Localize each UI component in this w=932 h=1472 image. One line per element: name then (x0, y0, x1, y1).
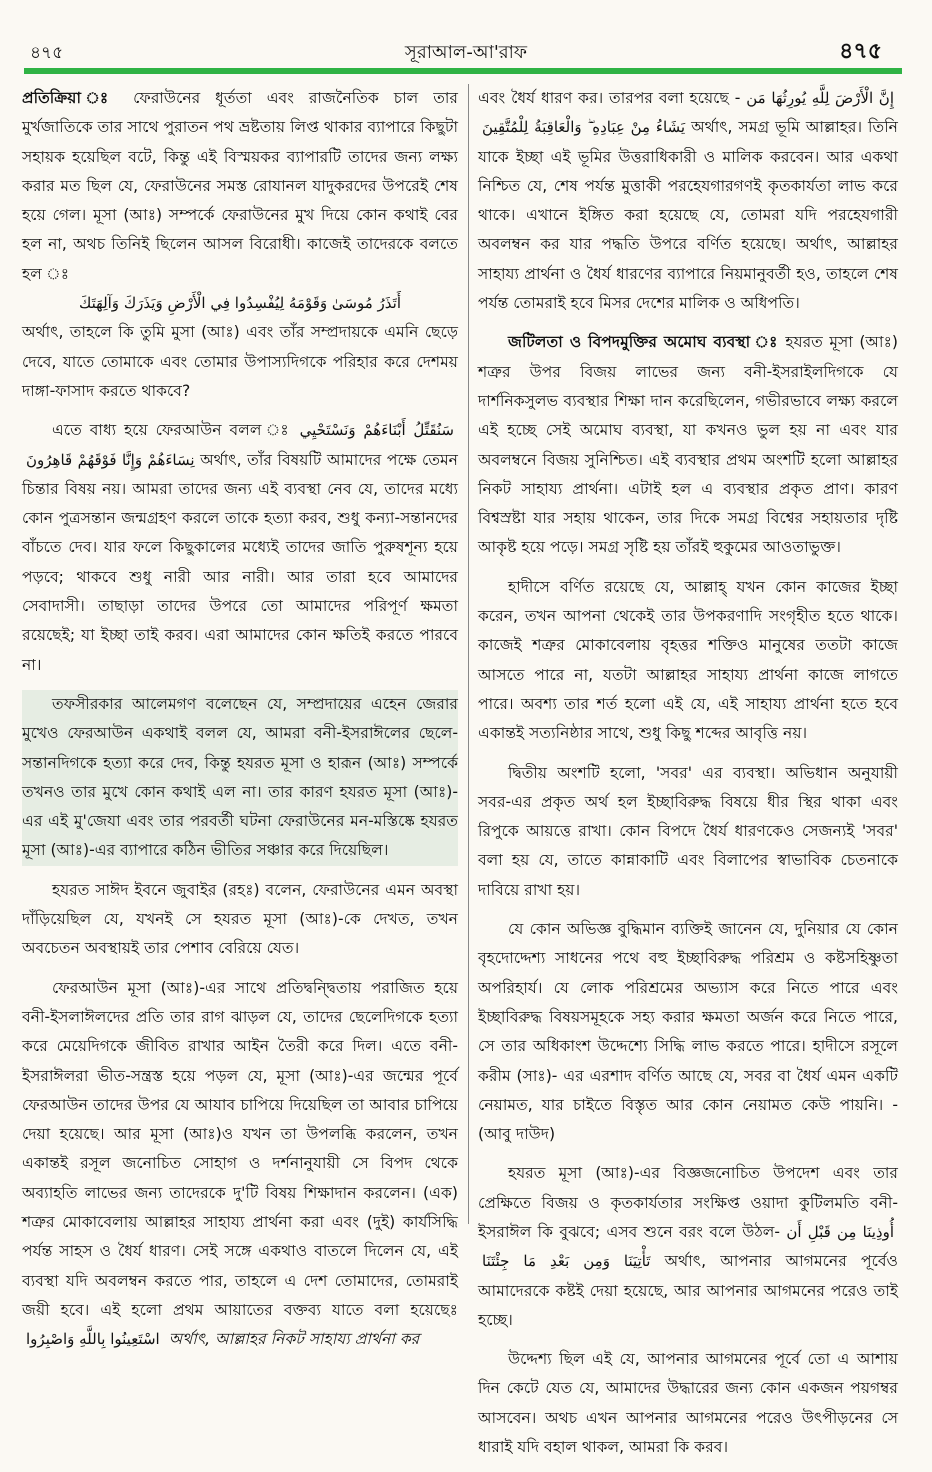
right-column (478, 84, 898, 1472)
paragraph-text: অর্থাৎ, তাহলে কি তুমি মুসা (আঃ) এবং তাঁর সম্প্রদায়কে এমনি ছেড়ে দেবে, যাতে তোমাকে এবং তোমার উপাস্যদিগকে পরিহার করে দেশময় দাঙ্গা-ফাসাদ করতে থাকবে? (22, 323, 458, 400)
paragraph-text: এবং ধৈর্য ধারণ কর। তারপর বলা হয়েছে - (478, 89, 741, 107)
paragraph-text: হযরত মূসা (আঃ) শত্রুর উপর বিজয় লাভের জন্য বনী-ইসরাইলদিগকে যে দার্শনিকসুলভ ব্যবস্থার শিক্ষা দান করেছিলেন, গভীরভাবে লক্ষ্য করলে এই হচ্ছে সেই অমোঘ ব্যবস্থা, যা কখনও ভুল হয় না এবং যার অবলম্বনে বিজয় সুনিশ্চিত। এই ব্যবস্থার প্রথম অংশটি হলো আল্লাহর নিকট সাহায্য প্রার্থনা। এটাই হল এ ব্যবস্থার প্রকৃত প্রাণ। কারণ বিশ্বস্রষ্টা যার সহায় থাকেন, তার দিকে সমগ্র বিশ্বের সহায়তার দৃষ্টি আকৃষ্ট হয়ে পড়ে। সমগ্র সৃষ্টি হয় তাঁরই হুকুমের আওতাভুক্ত। (478, 333, 898, 557)
paragraph: হযরত সাঈদ ইবনে জুবাইর (রহঃ) বলেন, ফেরাউনের এমন অবস্থা দাঁড়িয়েছিল যে, যখনই সে হযরত মূসা (আঃ)-কে দেখত, তখন অবচেতন অবস্থায়ই তার পেশাব বেরিয়ে যেত। (22, 880, 458, 958)
paragraph-text: এতে বাধ্য হয়ে ফেরআউন বলল ঃ (52, 421, 292, 440)
paragraph (22, 84, 458, 406)
column-divider (468, 84, 469, 1224)
paragraph-text: ফেরাউনের ধূর্ততা এবং রাজনৈতিক চাল তার মুর্খজাতিকে তার সাথে পুরাতন পথ ভ্রষ্টতায় লিপ্ত থাকার ব্যাপারে কিছুটা সহায়ক হয়েছিল বটে, কিন্তু এই বিস্ময়কর ব্যাপারটি তাদের জন্য লক্ষ্য করার মত ছিল যে, ফেরাউনের সমস্ত রোযানল যাদুকরদের উপরেই শেষ হয়ে গেল। মূসা (আঃ) সম্পর্কে ফেরাউনের মুখ দিয়ে কোন কথাই বের হল না, অথচ তিনিই ছিলেন আসল বিরোধী। কাজেই তাদেরকে বলতে হল ঃ (22, 89, 458, 283)
paragraph (478, 1159, 898, 1335)
page-number-left: ৪৭৫ (30, 43, 64, 63)
paragraph (478, 84, 898, 318)
section-heading: প্রতিক্রিয়া ঃ (22, 89, 119, 107)
paragraph-text: অর্থাৎ, তাঁর বিষয়টি আমাদের পক্ষে তেমন চিন্তার বিষয় নয়। আমরা তাদের জন্য এই ব্যবস্থা নেব যে, তাদের মধ্যে কোন পুত্রসন্তান জন্মগ্রহণ করলে তাকে হত্যা করব, শুধু কন্যা-সন্তানদের বাঁচতে দেব। যার ফলে কিছুকালের মধ্যেই তাদের জাতি পুরুষশূন্য হয়ে পড়বে; থাকবে শুধু নারী আর নারী। আর তারা হবে আমাদের সেবাদাসী। তাছাড়া তাদের উপরে তো আমাদের পরিপূর্ণ ক্ষমতা রয়েছেই; যা ইচ্ছা তাই করব। এরা আমাদের কোন ক্ষতিই করতে পারবে না। (22, 450, 458, 674)
arabic-verse: اسْتَعِينُوا بِاللَّهِ وَاصْبِرُوا (26, 1330, 160, 1349)
paragraph (22, 974, 458, 1355)
paragraph (22, 416, 458, 680)
paragraph: তফসীরকার আলেমগণ বলেছেন যে, সম্প্রদায়ের এহেন জেরার মুখেও ফেরআউন একথাই বলল যে, আমরা বনী-ইসরাঈলের ছেলে-সন্তানদিগকে হত্যা করে দেব, কিন্তু হযরত মূসা ও হারূন (আঃ) সম্পর্কে তখনও তার মুখে কোন কথাই এল না। তার কারণ হযরত মূসা (আঃ)- এর এই মু'জেযা এবং তার পরবর্তী ঘটনা ফেরাউনের মন-মস্তিষ্কে হযরত মূসা (আঃ)-এর ব্যাপারে কঠিন ভীতির সঞ্চার করে দিয়েছিল। (22, 690, 458, 866)
page-header (0, 0, 932, 80)
paragraph: উদ্দেশ্য ছিল এই যে, আপনার আগমনের পূর্বে তো এ আশায় দিন কেটে যেত যে, আমাদের উদ্ধারের জন্য কোন একজন পয়গম্বর আসবেন। অথচ এখন আপনার আগমনের পরেও উৎপীড়নের সে ধারাই যদি বহাল থাকল, আমরা কি করব। (478, 1350, 898, 1457)
paragraph-text: অর্থাৎ, আল্লাহর নিকট সাহায্য প্রার্থনা কর (168, 1330, 420, 1349)
header-rule (24, 68, 902, 74)
paragraph-text: ফেরআউন মূসা (আঃ)-এর সাথে প্রতিদ্বন্দ্বিতায় পরাজিত হয়ে বনী-ইসলাঈলদের প্রতি তার রাগ ঝাড়ল যে, তাদের ছেলেদিগকে হত্যা করে মেয়েদিগকে জীবিত রাখার আইন তৈরী করে দিল। এতে বনী-ইসরাঈলরা ভীত-সন্ত্রস্ত হয়ে পড়ল যে, মূসা (আঃ)-এর জন্মের পূর্বে ফেরআউন তাদের উপর যে আযাব চাপিয়ে দিয়েছিল তা আবার চাপিয়ে দেয়া হয়েছে। আর মূসা (আঃ)ও যখন তা উপলব্ধি করলেন, তখন একান্তই রসূল জনোচিত সোহাগ ও দর্শনানুযায়ী সে বিপদ থেকে অব্যাহতি লাভের জন্য তাদেরকে দু'টি বিষয় শিক্ষাদান করলেন। (এক) শত্রুর মোকাবেলায় আল্লাহর সাহায্য প্রার্থনা করা এবং (দুই) কার্যসিদ্ধি পর্যন্ত সাহস ও ধৈর্য ধারণ। সেই সঙ্গে একথাও বাতলে দিলেন যে, এই ব্যবস্থা যদি অবলম্বন করতে পার, তাহলে এ দেশ তোমাদের, তোমরাই জয়ী হবে। এই হলো প্রথম আয়াতের বক্তব্য যাতে বলা হয়েছেঃ (22, 978, 458, 1319)
arabic-verse: إِنَّ الْأَرْضَ لِلَّهِ يُورِثُهَا مَن يَشَاءُ مِنْ عِبَادِهِ ۖ وَالْعَاقِبَةُ لِلْمُتَّقِينَ (482, 89, 894, 137)
arabic-verse: أَتَذَرُ مُوسَىٰ وَقَوْمَهُ لِيُفْسِدُوا فِي الْأَرْضِ وَيَذَرَكَ وَآلِهَتَكَ (78, 294, 402, 313)
paragraph (478, 328, 898, 562)
running-title: সূরাআল-আ'রাফ (404, 42, 528, 63)
paragraph: যে কোন অভিজ্ঞ বুদ্ধিমান ব্যক্তিই জানেন যে, দুনিয়ার যে কোন বৃহদোদ্দেশ্য সাধনের পথে বহু ইচ্ছাবিরুদ্ধ পরিশ্রম ও কষ্টসহিষ্ণুতা অপরিহার্য। যে লোক পরিশ্রমের অভ্যাস করে নিতে পারে এবং ইচ্ছাবিরুদ্ধ বিষয়সমূহকে সহ্য করার ক্ষমতা অর্জন করে নিতে পারে, সে তার অধিকাংশ উদ্দেশ্যে সিদ্ধি লাভ করতে পারে। হাদীসে রসূলে করীম (সাঃ)- এর এরশাদ বর্ণিত আছে যে, সবর বা ধৈর্য এমন একটি নেয়ামত, যার চাইতে বিস্তৃত আর কোন নেয়ামত কেউ পায়নি। - (আবু দাউদ) (478, 920, 898, 1144)
arabic-verse: سَنُقَتِّلُ أَبْنَاءَهُمْ وَنَسْتَحْيِي نِسَاءَهُمْ وَإِنَّا فَوْقَهُمْ قَاهِرُونَ (26, 421, 455, 469)
paragraph-text: অর্থাৎ, আপনার আগমনের পূর্বেও আমাদেরকে কষ্টই দেয়া হয়েছে, আর আপনার আগমনের পরেও তাই হচ্ছে। (478, 1252, 898, 1329)
page-number-right: ৪৭৫ (839, 39, 882, 64)
paragraph: হাদীসে বর্ণিত রয়েছে যে, আল্লাহ্ যখন কোন কাজের ইচ্ছা করেন, তখন আপনা থেকেই তার উপকরণাদি সংগৃহীত হতে থাকে। কাজেই শত্রুর মোকাবেলায় বৃহত্তর শক্তিও মানুষের ততটা কাজে আসতে পারে না, যতটা আল্লাহর সাহায্য প্রার্থনা কাজে লাগতে পারে। অবশ্য তার শর্ত হলো এই যে, এই সাহায্য প্রার্থনা হতে হবে একান্তই সত্যনিষ্ঠার সাথে, শুধু কিছু শব্দের আবৃত্তি নয়। (478, 577, 898, 743)
section-heading: জটিলতা ও বিপদমুক্তির অমোঘ ব্যবস্থা ঃ (508, 333, 779, 352)
paragraph-text: অর্থাৎ, সমগ্র ভূমি আল্লাহর। তিনি যাকে ইচ্ছা এই ভূমির উত্তরাধিকারী ও মালিক করবেন। আর একথা নিশ্চিত যে, শেষ পর্যন্ত মুত্তাকী পরহেযগারগণই কৃতকার্যতা লাভ করে থাকে। এখানে ইঙ্গিত করা হয়েছে যে, তোমরা যদি পরহেযগারী অবলম্বন কর যার পদ্ধতি উপরে বর্ণিত হয়েছে। অর্থাৎ, আল্লাহর সাহায্য প্রার্থনা ও ধৈর্য ধারণের ব্যাপারে নিয়মানুবর্তী হও, তাহলে শেষ পর্যন্ত তোমরাই হবে মিসর দেশের মালিক ও অধিপতি। (478, 118, 898, 313)
left-column (22, 84, 458, 1364)
paragraph-text: হযরত মূসা (আঃ)-এর বিজ্ঞজনোচিত উপদেশ এবং তার প্রেক্ষিতে বিজয় ও কৃতকার্যতার সংক্ষিপ্ত ওয়াদা কুটিলমতি বনী-ইসরাঈল কি বুঝবে; এসব শুনে বরং বলে উঠল- (478, 1164, 898, 1241)
paragraph: দ্বিতীয় অংশটি হলো, 'সবর' এর ব্যবস্থা। অভিধান অনুযায়ী সবর-এর প্রকৃত অর্থ হল ইচ্ছাবিরুদ্ধ বিষয়ে ধীর স্থির থাকা এবং রিপুকে আয়ত্তে রাখা। কোন বিপদে ধৈর্য ধারণকেও সেজন্যই 'সবর' বলা হয় যে, তাতে কান্নাকাটি এবং বিলাপের স্বাভাবিক চেতনাকে দাবিয়ে রাখা হয়। (478, 763, 898, 899)
arabic-verse: أُوذِينَا مِن قَبْلِ أَن تَأْتِيَنَا وَمِن بَعْدِ مَا جِئْتَنَا (482, 1222, 894, 1271)
